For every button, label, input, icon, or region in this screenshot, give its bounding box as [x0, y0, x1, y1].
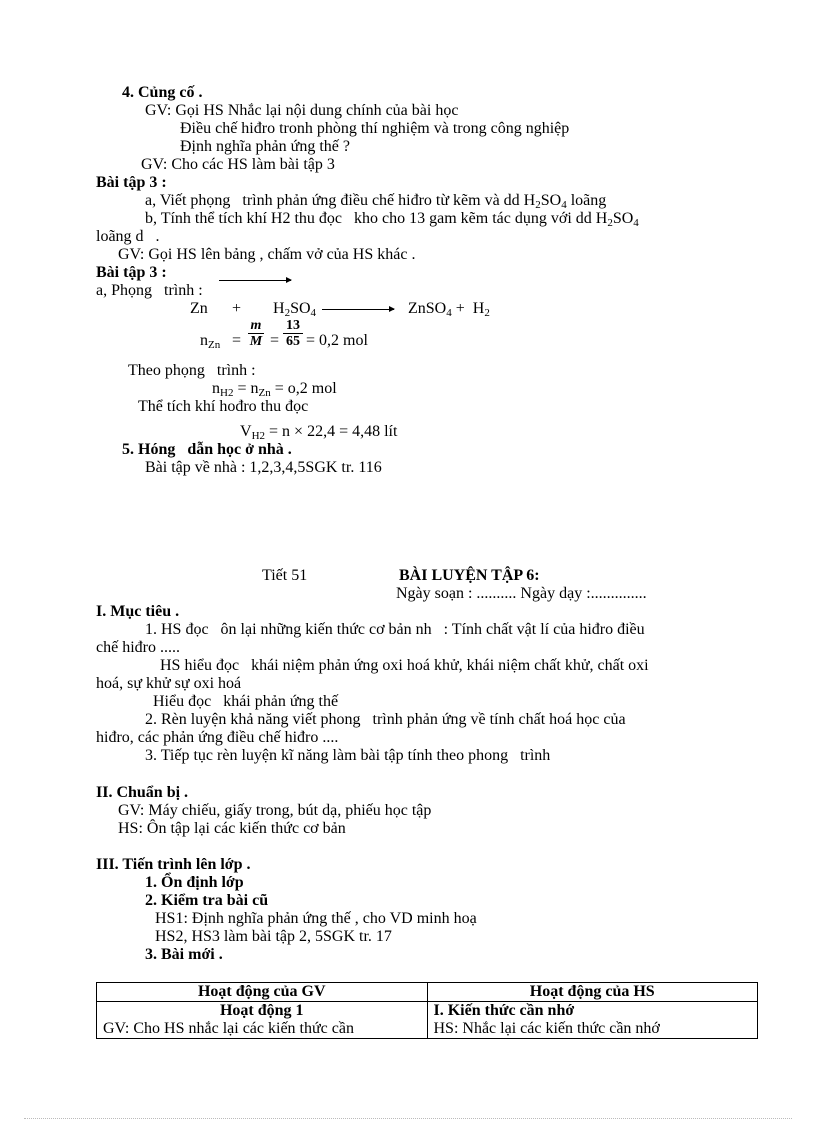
homework-line: Bài tập về nhà : 1,2,3,4,5SGK tr. 116: [145, 459, 382, 476]
objectives-line-4: hoá, sự khử sự oxi hoá: [96, 675, 242, 692]
objectives-line-2: chế hiđro .....: [96, 639, 180, 656]
volume-label: Thể tích khí hođro thu đọc: [138, 398, 309, 415]
solution-3-heading: Bài tập 3 :: [96, 264, 167, 281]
procedure-heading: III. Tiến trình lên lớp .: [96, 856, 251, 873]
preparation-gv: GV: Máy chiếu, giấy trong, bút dạ, phiếu học tập: [118, 802, 432, 819]
objectives-line-7: hiđro, các phản ứng điều chế hiđro ....: [96, 729, 339, 746]
table-header-hs: Hoạt động của HS: [427, 983, 758, 1002]
table-header-gv: Hoạt động của GV: [97, 983, 428, 1002]
s4-line-4: GV: Cho các HS làm bài tập 3: [141, 156, 335, 173]
exercise-3-part-b: b, Tính thể tích khí H2 thu đọc kho cho 13 gam kẽm tác dụng với dd H2SO4: [145, 210, 639, 229]
procedure-step-3: 3. Bài mới .: [145, 946, 223, 963]
volume-equation: VH2 = n × 22,4 = 4,48 lít: [240, 423, 398, 442]
exercise-3-gv: GV: Gọi HS lên bảng , chấm vở của HS khác .: [118, 246, 416, 263]
mole-result: = 0,2 mol: [306, 332, 368, 349]
decorative-arrow: [219, 280, 291, 281]
n-zn: nZn: [200, 332, 221, 351]
table-row: [97, 1020, 758, 1039]
products: ZnSO4 + H2: [408, 300, 490, 319]
section-4-heading: 4. Củng cố .: [122, 84, 203, 101]
table-cell-hs-text: HS: Nhắc lại các kiến thức cần nhớ: [427, 1020, 758, 1039]
table-cell-knowledge: I. Kiến thức cần nhớ: [427, 1002, 758, 1021]
s4-line-2: Điều chế hiđro tronh phòng thí nghiệm và trong công nghiệp: [180, 120, 570, 137]
equals-2: =: [270, 332, 280, 349]
lesson-title: BÀI LUYỆN TẬP 6:: [399, 567, 540, 584]
table-header-row: [97, 983, 758, 1002]
s4-line-1: GV: Gọi HS Nhắc lại nội dung chính của bài học: [145, 102, 459, 119]
table-cell-gv-text: GV: Cho HS nhắc lại các kiến thức cần: [97, 1020, 428, 1039]
reactant-zn: Zn: [190, 300, 208, 317]
objectives-heading: I. Mục tiêu .: [96, 603, 180, 620]
equals-1: =: [232, 332, 242, 349]
exercise-3-heading: Bài tập 3 :: [96, 174, 167, 191]
solution-3-part-a: a, Phọng trình :: [96, 282, 203, 299]
activity-table: [96, 982, 758, 1039]
exercise-3-part-a: a, Viết phọng trình phản ứng điều chế hiđro từ kẽm và dd H2SO4 loãng: [145, 192, 607, 211]
n-h2-equation: nH2 = nZn = o,2 mol: [212, 380, 337, 399]
exercise-3-part-b-cont: loãng d .: [96, 228, 160, 245]
procedure-hs1: HS1: Định nghĩa phản ứng thế , cho VD minh hoạ: [155, 910, 477, 927]
s4-line-3: Định nghĩa phản ứng thế ?: [180, 138, 350, 155]
reactant-h2so4: H2SO4: [273, 300, 317, 319]
objectives-line-6: 2. Rèn luyện khả năng viết phong trình phản ứng về tính chất hoá học của: [145, 711, 626, 728]
objectives-line-3: HS hiểu đọc khái niệm phản ứng oxi hoá khử, khái niệm chất khử, chất oxi: [160, 657, 649, 674]
preparation-hs: HS: Ôn tập lại các kiến thức cơ bản: [118, 820, 346, 837]
page-bottom-border: [24, 1118, 792, 1119]
plus-sign: +: [232, 300, 242, 317]
table-row: [97, 1002, 758, 1021]
procedure-step-1: 1. Ổn định lớp: [145, 874, 244, 891]
objectives-line-1: 1. HS đọc ôn lại những kiến thức cơ bản nh : Tính chất vật lí của hiđro điều: [145, 621, 645, 638]
procedure-hs2-hs3: HS2, HS3 làm bài tập 2, 5SGK tr. 17: [155, 928, 392, 945]
procedure-step-2: 2. Kiểm tra bài cũ: [145, 892, 269, 909]
reaction-arrow: [322, 309, 394, 310]
preparation-heading: II. Chuẩn bị .: [96, 784, 189, 801]
table-cell-activity-1: Hoạt động 1: [97, 1002, 428, 1021]
theo-phuong-trinh: Theo phọng trình :: [128, 362, 256, 379]
objectives-line-5: Hiểu đọc khái phản ứng thế: [153, 693, 339, 710]
lesson-number: Tiết 51: [262, 567, 308, 584]
section-5-heading: 5. Hóng dẫn học ở nhà .: [122, 441, 292, 458]
lesson-dates: Ngày soạn : .......... Ngày dạy :..............: [396, 585, 647, 602]
objectives-line-8: 3. Tiếp tục rèn luyện kĩ năng làm bài tập tính theo phong trình: [145, 747, 551, 764]
fraction-m-over-M: m M: [249, 318, 263, 349]
fraction-13-over-65: 13 65: [283, 318, 303, 349]
